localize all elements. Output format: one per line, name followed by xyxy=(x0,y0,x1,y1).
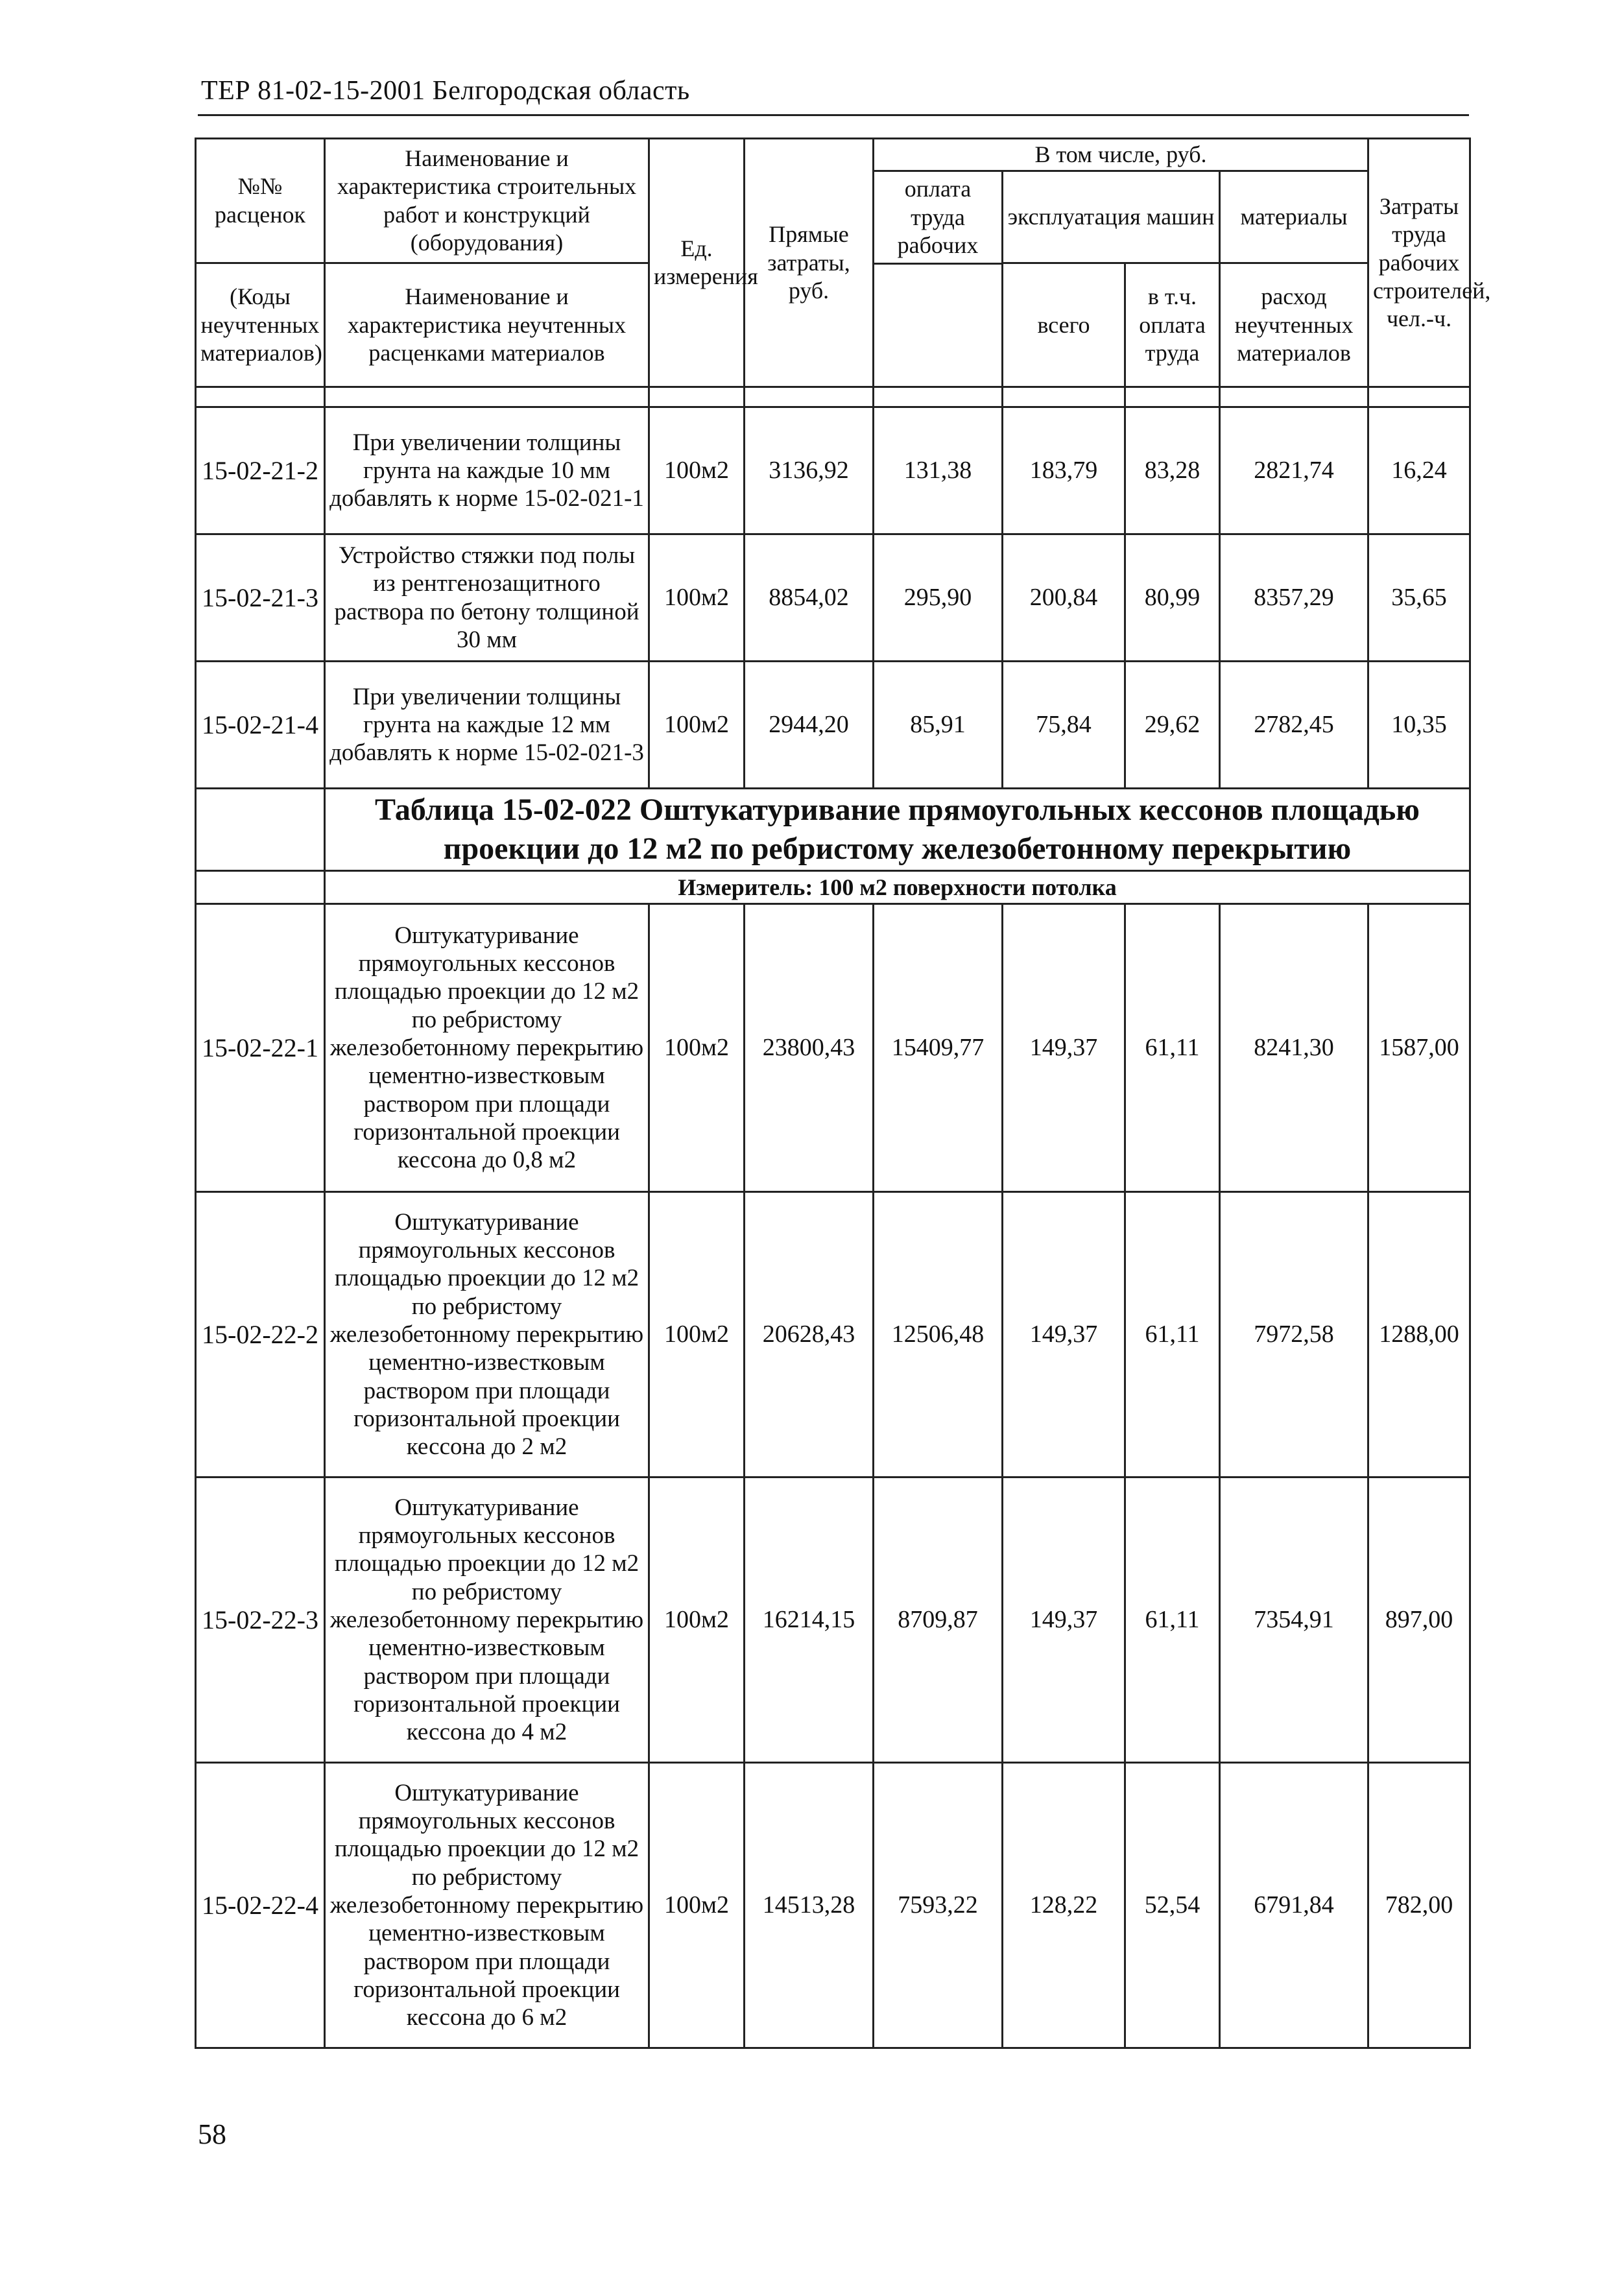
header-total: всего xyxy=(1003,263,1125,387)
row-materials: 8241,30 xyxy=(1220,904,1368,1192)
row-machines: 200,84 xyxy=(1003,534,1125,662)
table-row xyxy=(196,904,1470,1192)
row-machines-labor: 80,99 xyxy=(1125,534,1220,662)
header-row-1 xyxy=(196,139,1470,171)
header-unaccounted-consumption: расход неучтенных материалов xyxy=(1220,263,1368,387)
row-machines: 149,37 xyxy=(1003,904,1125,1192)
row-name: При увеличении толщины грунта на каждые 10 мм добавлять к норме 15-02-021-1 xyxy=(325,407,649,534)
table-title-code-cell xyxy=(196,789,325,871)
row-direct: 20628,43 xyxy=(745,1192,874,1477)
row-machines-labor: 61,11 xyxy=(1125,1192,1220,1477)
table-row xyxy=(196,1477,1470,1763)
row-hours: 10,35 xyxy=(1368,662,1470,789)
row-code: 15-02-21-4 xyxy=(196,662,325,789)
header-rule xyxy=(198,114,1469,116)
table-row xyxy=(196,407,1470,534)
row-machines-labor: 29,62 xyxy=(1125,662,1220,789)
row-hours: 1288,00 xyxy=(1368,1192,1470,1477)
header-machine-ops: эксплуатация машин xyxy=(1003,171,1220,263)
row-direct: 2944,20 xyxy=(745,662,874,789)
measure-row xyxy=(196,871,1470,904)
spacer-row xyxy=(196,387,1470,407)
row-code: 15-02-21-3 xyxy=(196,534,325,662)
table-title: Таблица 15-02-022 Оштукатуривание прямоугольных кессонов площадью проекции до 12 м2 по ребристому железобетонному перекрытию xyxy=(325,789,1470,871)
header-labor-pay-continued xyxy=(874,264,1003,387)
row-labor: 8709,87 xyxy=(874,1477,1003,1763)
row-name: При увеличении толщины грунта на каждые 12 мм добавлять к норме 15-02-021-3 xyxy=(325,662,649,789)
row-unit: 100м2 xyxy=(649,407,745,534)
row-direct: 8854,02 xyxy=(745,534,874,662)
row-machines: 128,22 xyxy=(1003,1763,1125,2048)
header-including: В том числе, руб. xyxy=(874,139,1368,171)
row-name: Оштукатуривание прямоугольных кессонов площадью проекции до 12 м2 по ребристому железобетонному перекрытию цементно-известковым раствором при площади горизонтальной проекции кессона до 2 м2 xyxy=(325,1192,649,1477)
row-direct: 16214,15 xyxy=(745,1477,874,1763)
header-name-unaccounted: Наименование и характеристика неучтенных расценками материалов xyxy=(325,263,649,387)
header-code-unaccounted: (Коды неучтенных материалов) xyxy=(196,263,325,387)
table-row xyxy=(196,662,1470,789)
row-unit: 100м2 xyxy=(649,904,745,1192)
row-machines-labor: 61,11 xyxy=(1125,1477,1220,1763)
header-name: Наименование и характеристика строительных работ и конструкций (оборудования) xyxy=(325,139,649,263)
row-machines-labor: 83,28 xyxy=(1125,407,1220,534)
rates-table xyxy=(195,138,1491,2049)
row-machines-labor: 61,11 xyxy=(1125,904,1220,1192)
row-unit: 100м2 xyxy=(649,662,745,789)
row-direct: 14513,28 xyxy=(745,1763,874,2048)
header-incl-labor: в т.ч. оплата труда xyxy=(1125,263,1220,387)
row-direct: 23800,43 xyxy=(745,904,874,1192)
row-unit: 100м2 xyxy=(649,1192,745,1477)
header-unit: Ед. измерения xyxy=(649,139,745,387)
row-unit: 100м2 xyxy=(649,534,745,662)
page-header: ТЕР 81-02-15-2001 Белгородская область xyxy=(201,76,690,106)
row-machines: 149,37 xyxy=(1003,1192,1125,1477)
row-code: 15-02-22-2 xyxy=(196,1192,325,1477)
row-labor: 12506,48 xyxy=(874,1192,1003,1477)
row-labor: 295,90 xyxy=(874,534,1003,662)
row-labor: 131,38 xyxy=(874,407,1003,534)
table-title-row xyxy=(196,789,1470,871)
row-hours: 1587,00 xyxy=(1368,904,1470,1192)
row-name: Оштукатуривание прямоугольных кессонов площадью проекции до 12 м2 по ребристому железобетонному перекрытию цементно-известковым раствором при площади горизонтальной проекции кессона до 0,8 м2 xyxy=(325,904,649,1192)
row-machines-labor: 52,54 xyxy=(1125,1763,1220,2048)
table-row xyxy=(196,534,1470,662)
measure-unit: Измеритель: 100 м2 поверхности потолка xyxy=(325,871,1470,904)
row-unit: 100м2 xyxy=(649,1763,745,2048)
row-name: Оштукатуривание прямоугольных кессонов площадью проекции до 12 м2 по ребристому железобетонному перекрытию цементно-известковым раствором при площади горизонтальной проекции кессона до 4 м2 xyxy=(325,1477,649,1763)
row-machines: 149,37 xyxy=(1003,1477,1125,1763)
row-materials: 8357,29 xyxy=(1220,534,1368,662)
row-labor: 15409,77 xyxy=(874,904,1003,1192)
page-number: 58 xyxy=(198,2118,226,2150)
table-row xyxy=(196,1763,1470,2048)
row-code: 15-02-22-3 xyxy=(196,1477,325,1763)
row-materials: 2782,45 xyxy=(1220,662,1368,789)
header-code: №№ расценок xyxy=(196,139,325,263)
row-machines: 75,84 xyxy=(1003,662,1125,789)
row-hours: 35,65 xyxy=(1368,534,1470,662)
row-code: 15-02-22-4 xyxy=(196,1763,325,2048)
row-code: 15-02-22-1 xyxy=(196,904,325,1192)
row-hours: 897,00 xyxy=(1368,1477,1470,1763)
measure-code-cell xyxy=(196,871,325,904)
row-name: Оштукатуривание прямоугольных кессонов площадью проекции до 12 м2 по ребристому железобетонному перекрытию цементно-известковым раствором при площади горизонтальной проекции кессона до 6 м2 xyxy=(325,1763,649,2048)
table-row xyxy=(196,1192,1470,1477)
row-materials: 7972,58 xyxy=(1220,1192,1368,1477)
row-hours: 782,00 xyxy=(1368,1763,1470,2048)
row-hours: 16,24 xyxy=(1368,407,1470,534)
row-labor: 7593,22 xyxy=(874,1763,1003,2048)
row-code: 15-02-21-2 xyxy=(196,407,325,534)
row-unit: 100м2 xyxy=(649,1477,745,1763)
row-materials: 6791,84 xyxy=(1220,1763,1368,2048)
row-machines: 183,79 xyxy=(1003,407,1125,534)
header-direct-costs: Прямые затраты, руб. xyxy=(745,139,874,387)
row-labor: 85,91 xyxy=(874,662,1003,789)
row-name: Устройство стяжки под полы из рентгенозащитного раствора по бетону толщиной 30 мм xyxy=(325,534,649,662)
row-materials: 7354,91 xyxy=(1220,1477,1368,1763)
header-materials: материалы xyxy=(1220,171,1368,263)
row-materials: 2821,74 xyxy=(1220,407,1368,534)
header-labor-costs: Затраты труда рабочих строителей, чел.-ч. xyxy=(1368,139,1470,387)
header-labor-pay: оплата труда рабочих xyxy=(874,171,1003,264)
row-direct: 3136,92 xyxy=(745,407,874,534)
